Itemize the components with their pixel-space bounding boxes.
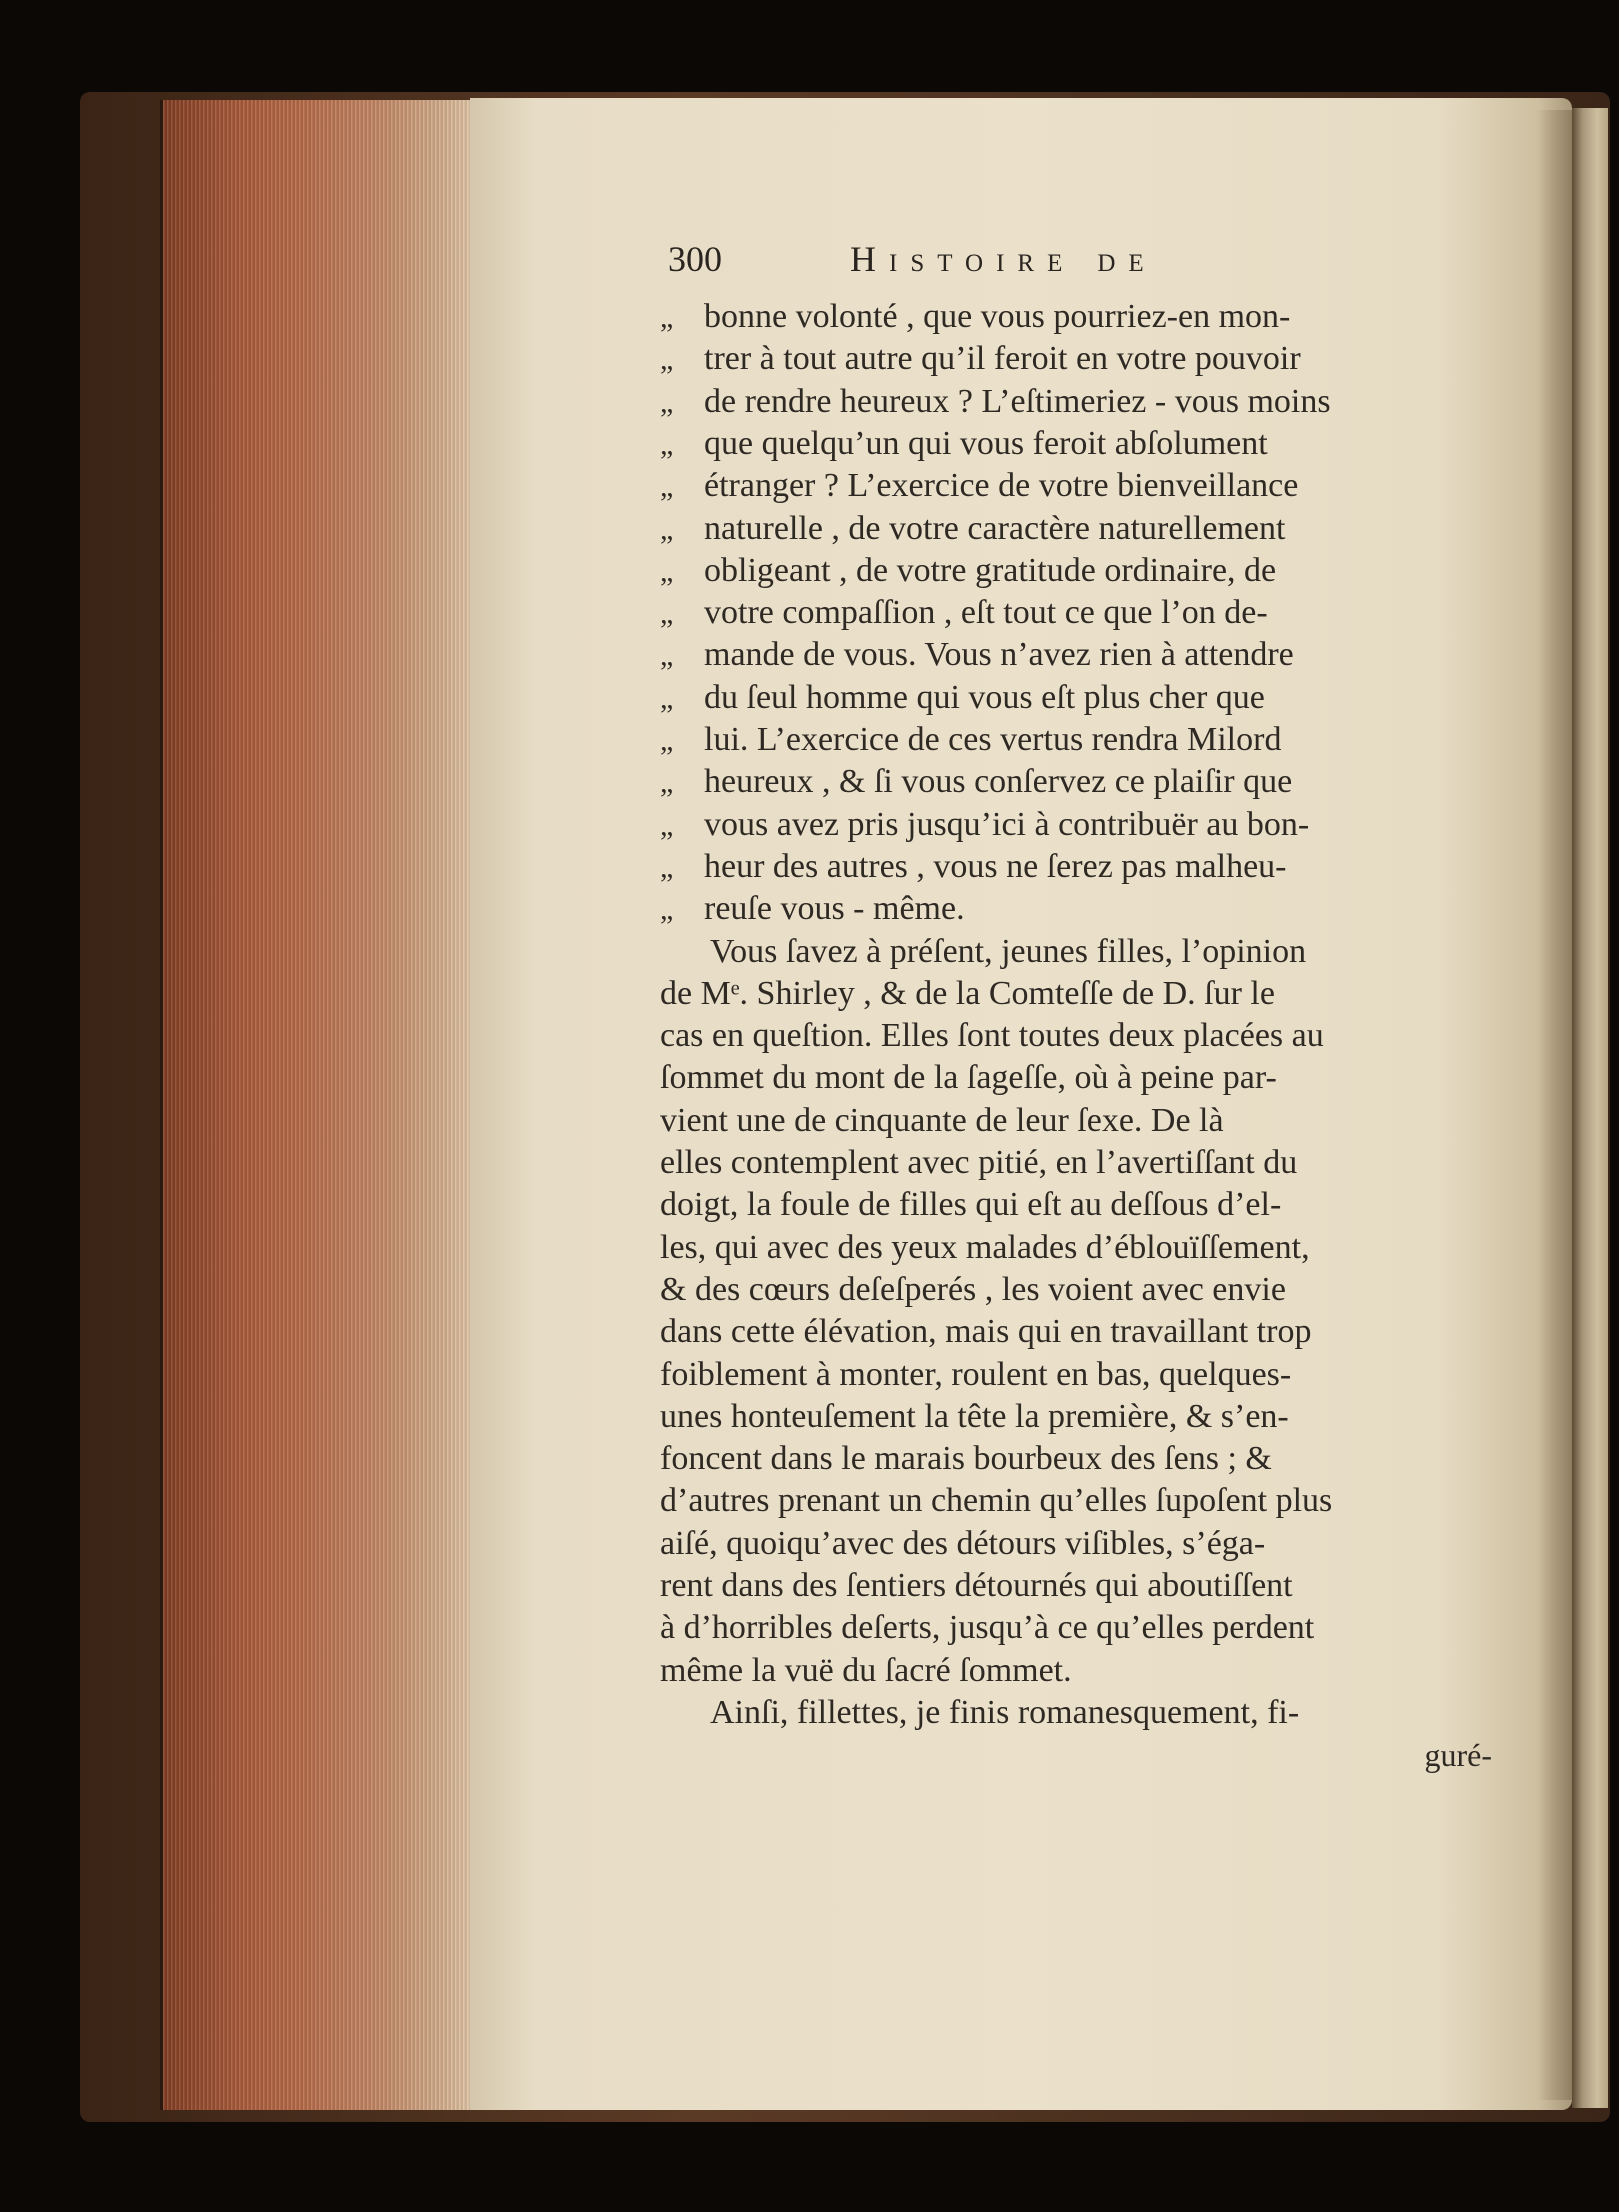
line-text: cas en queſtion. Elles ſont toutes deux placées au [660, 1017, 1324, 1055]
quote-mark: „ [660, 808, 674, 842]
text-line [660, 1523, 1492, 1565]
line-text: aiſé, quoiqu’avec des détours viſibles, s’éga- [660, 1524, 1266, 1562]
quote-mark: „ [660, 385, 674, 419]
quote-mark: „ [660, 427, 674, 461]
text-line [660, 1311, 1492, 1353]
text-line [660, 677, 1492, 719]
line-text: mande de vous. Vous n’avez rien à attendre [704, 636, 1294, 674]
text-line [660, 1269, 1492, 1311]
line-text: d’autres prenant un chemin qu’elles ſupoſent plus [660, 1482, 1333, 1520]
page-edges [160, 100, 478, 2110]
text-line [660, 1692, 1492, 1734]
text-line [660, 634, 1492, 676]
text-line [660, 1607, 1492, 1649]
text-line [660, 888, 1492, 930]
quote-mark: „ [660, 301, 674, 334]
quote-mark: „ [660, 893, 674, 927]
quote-mark: „ [660, 343, 674, 377]
line-text: elles contemplent avec pitié, en l’avertiſſant du [660, 1144, 1298, 1181]
text-line [660, 719, 1492, 761]
text-line [660, 338, 1492, 380]
text-line [660, 1650, 1492, 1692]
quote-mark: „ [660, 766, 674, 800]
line-text: rent dans des ſentiers détournés qui aboutiſſent [660, 1567, 1293, 1604]
text-line [660, 550, 1492, 592]
line-text: de rendre heureux ? L’eſtimeriez - vous moins [704, 382, 1331, 420]
text-line [660, 508, 1492, 550]
line-text: doigt, la foule de filles qui eſt au deſſous d’el- [660, 1186, 1282, 1224]
line-text: que quelqu’un qui vous feroit abſolument [704, 424, 1268, 462]
text-line [660, 973, 1492, 1015]
page-header [668, 238, 1528, 284]
text-line [660, 1565, 1492, 1607]
text-line [660, 465, 1492, 507]
line-text: même la vuë du ſacré ſommet. [660, 1651, 1072, 1689]
line-text: dans cette élévation, mais qui en travaillant trop [660, 1313, 1312, 1351]
body-text [660, 296, 1492, 1786]
text-line [660, 296, 1492, 338]
text-line [660, 1396, 1492, 1438]
line-text: obligeant , de votre gratitude ordinaire, de [704, 551, 1277, 589]
text-line [660, 381, 1492, 423]
text-line [660, 1438, 1492, 1480]
text-line [660, 1480, 1492, 1522]
quote-mark: „ [660, 639, 674, 673]
quote-mark: „ [660, 512, 674, 546]
text-line [660, 1227, 1492, 1269]
line-text: votre compaſſion , eſt tout ce que l’on de- [704, 594, 1268, 632]
text-line [660, 1354, 1492, 1396]
text-line [660, 1057, 1492, 1099]
line-text: trer à tout autre qu’il feroit en votre pouvoir [704, 340, 1301, 378]
text-line [660, 761, 1492, 803]
facing-page-edge [1572, 108, 1608, 2108]
line-text: à d’horribles deſerts, jusqu’à ce qu’elles perdent [660, 1609, 1315, 1647]
text-line [660, 1100, 1492, 1142]
line-text: heureux , & ſi vous conſervez ce plaiſir que [704, 763, 1293, 801]
text-line [660, 423, 1492, 465]
quote-mark: „ [660, 681, 674, 715]
text-line [660, 592, 1492, 634]
text-line [660, 1184, 1492, 1226]
line-text: vous avez pris jusqu’ici à contribuër au bon- [704, 805, 1310, 843]
line-text: les, qui avec des yeux malades d’éblouïſſement, [660, 1228, 1310, 1266]
quote-mark: „ [660, 850, 674, 884]
quote-mark: „ [660, 597, 674, 631]
page-number: 300 [668, 239, 722, 279]
quote-mark: „ [660, 554, 674, 588]
text-line [660, 1015, 1492, 1057]
line-text: unes honteuſement la tête la première, & s’en- [660, 1397, 1289, 1435]
line-text: étranger ? L’exercice de votre bienveillance [704, 467, 1299, 505]
line-text: foiblement à monter, roulent en bas, quelques- [660, 1355, 1292, 1393]
text-line [660, 1142, 1492, 1184]
line-text: vient une de cinquante de leur ſexe. De là [660, 1101, 1224, 1139]
text-line [660, 804, 1492, 846]
running-head: Histoire de [850, 239, 1157, 279]
line-text: du ſeul homme qui vous eſt plus cher que [704, 678, 1265, 716]
line-text: bonne volonté , que vous pourriez-en mon- [704, 298, 1291, 335]
gutter-shadow [1535, 110, 1577, 2100]
text-line [660, 846, 1492, 888]
line-text: de Mᵉ. Shirley , & de la Comteſſe de D. ſur le [660, 974, 1275, 1012]
line-text: foncent dans le marais bourbeux des ſens ; & [660, 1440, 1272, 1478]
quote-mark: „ [660, 470, 674, 504]
line-text: & des cœurs deſeſperés , les voient avec envie [660, 1270, 1286, 1308]
quote-mark: „ [660, 724, 674, 757]
catchword: guré- [1424, 1737, 1492, 1774]
line-text: ſommet du mont de la ſageſſe, où à peine par- [660, 1059, 1277, 1097]
line-text: Vous ſavez à préſent, jeunes filles, l’opinion [710, 932, 1307, 970]
line-text: naturelle , de votre caractère naturellement [704, 509, 1286, 547]
line-text: reuſe vous - même. [704, 890, 965, 928]
line-text: heur des autres , vous ne ſerez pas malheu- [704, 847, 1287, 885]
text-line [660, 931, 1492, 973]
line-text: lui. L’exercice de ces vertus rendra Milord [704, 721, 1282, 758]
line-text: Ainſi, fillettes, je finis romanesquement, fi- [710, 1693, 1300, 1731]
